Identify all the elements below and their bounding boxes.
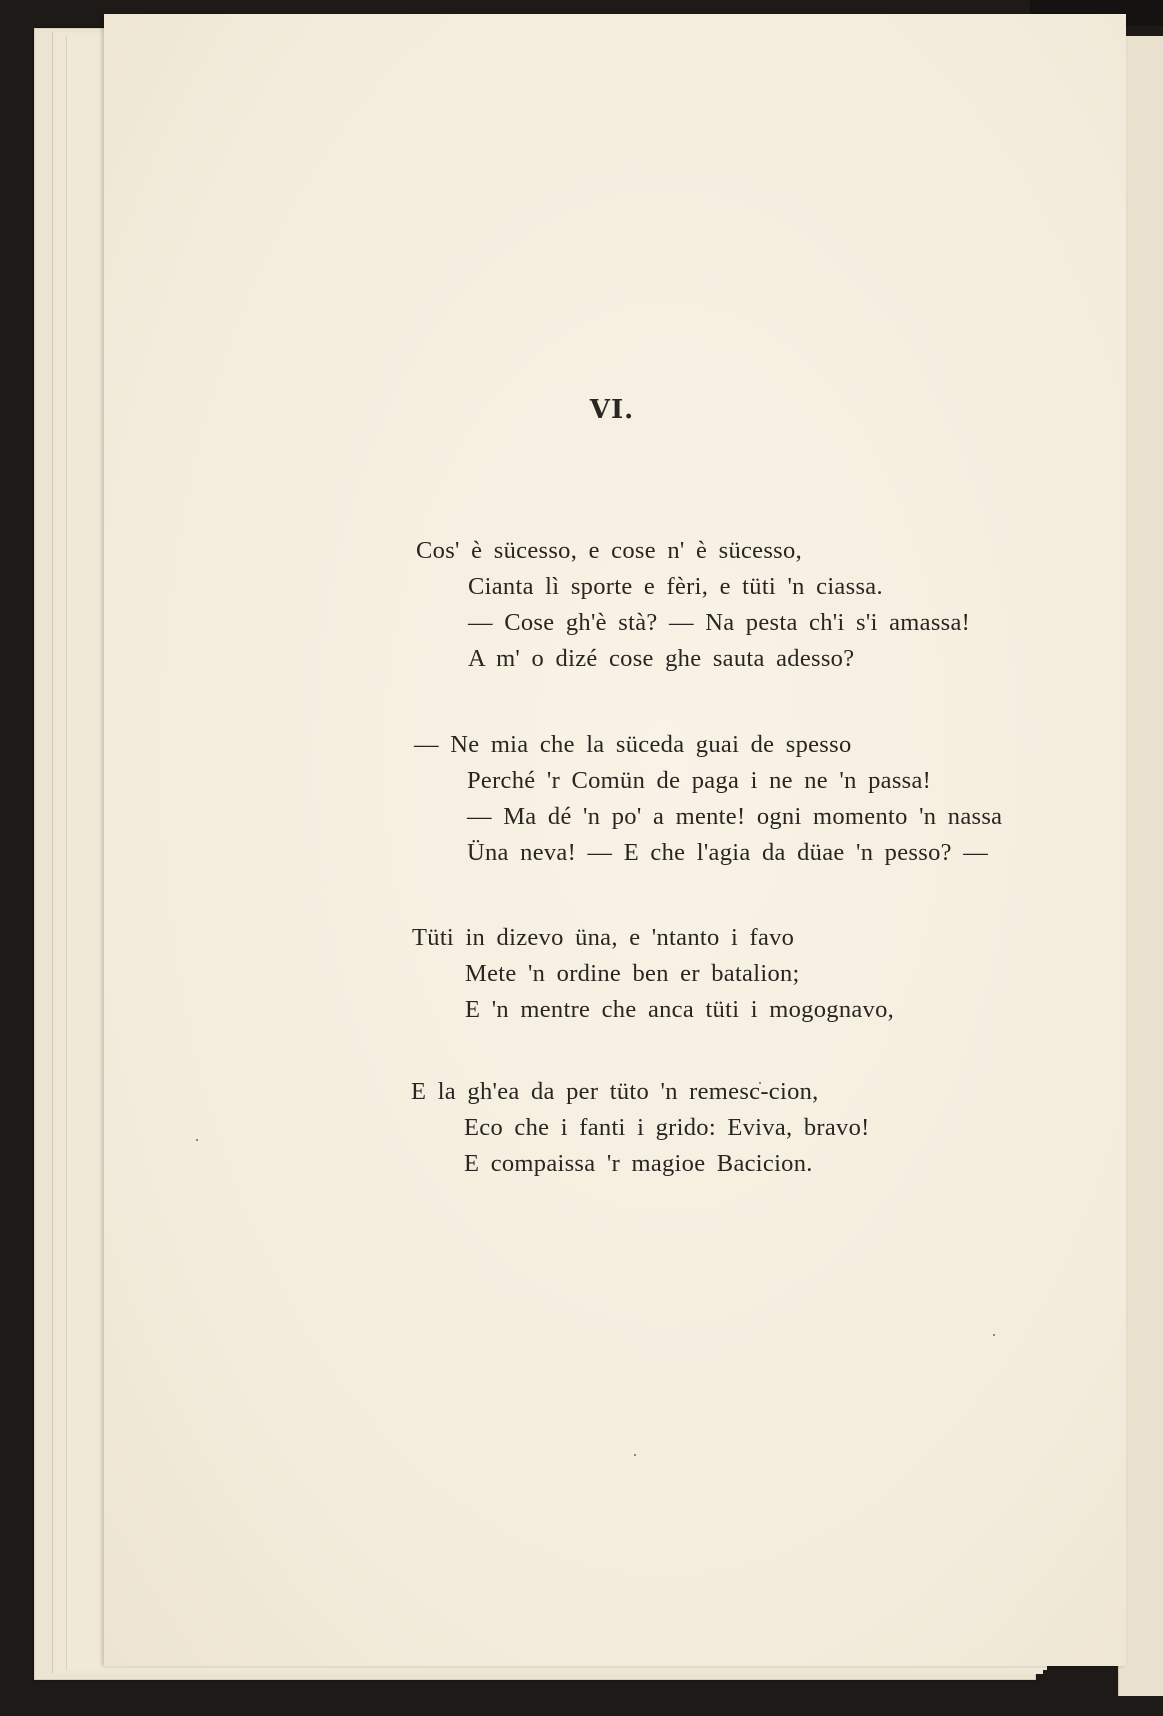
poem-line: Eco che i fanti i grido: Eviva, bravo! [464,1114,870,1141]
paper-speck [993,1334,995,1336]
poem-line: Perché 'r Comün de paga i ne ne 'n passa! [467,767,932,794]
poem-line: — Ne mia che la süceda guai de spesso [414,731,852,758]
poem-line: Tüti in dizevo üna, e 'ntanto i favo [412,924,795,951]
poem-line: Mete 'n ordine ben er batalion; [465,960,800,987]
poem-line: E compaissa 'r magioe Bacicion. [464,1150,813,1177]
poem-line: Üna neva! — E che l'agia da düae 'n pesso? — [467,839,989,866]
poem-line: A m' o dizé cose ghe sauta adesso? [468,645,855,672]
poem-line: E 'n mentre che anca tüti i mogognavo, [465,996,895,1023]
poem-line: Cos' è sücesso, e cose n' è sücesso, [416,537,802,564]
section-number: VI. [589,395,635,425]
paper-speck [634,1454,636,1456]
poem-line: — Ma dé 'n po' a mente! ogni momento 'n nassa [467,803,1003,830]
poem-line: — Cose gh'è stà? — Na pesta ch'i s'i amassa! [468,609,971,636]
poem-line: E la gh'ea da per tüto 'n remesc-cion, [411,1078,819,1105]
poem-line: Cianta lì sporte e fèri, e tüti 'n ciassa. [468,573,883,600]
paper-speck [196,1139,198,1141]
